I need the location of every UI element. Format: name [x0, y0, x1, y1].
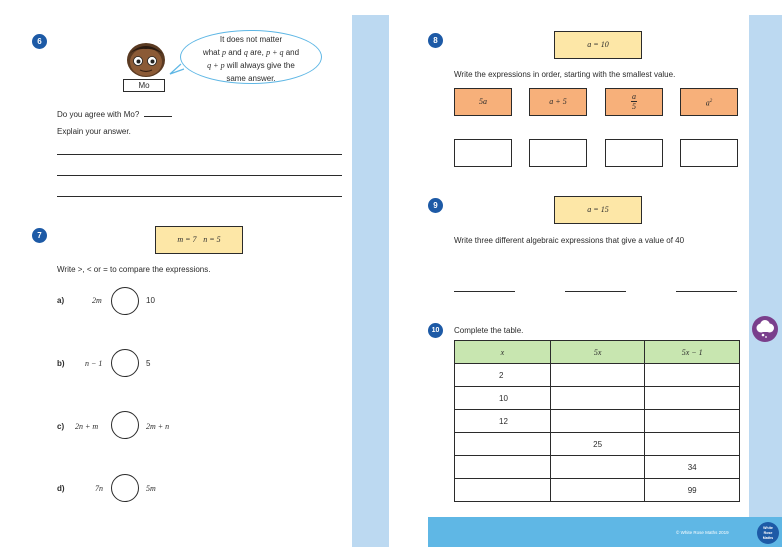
q7-part-a-right: 10: [146, 296, 155, 305]
mo-avatar: [123, 40, 169, 80]
speech-var-q: q: [243, 48, 248, 57]
q7-part-c-left: 2n + m: [75, 422, 99, 431]
q7-part-c-label: c): [57, 422, 65, 431]
white-rose-logo-icon: [757, 522, 779, 544]
q9-answer-line-1[interactable]: [454, 291, 515, 292]
table-cell-empty[interactable]: [550, 410, 645, 433]
table-cell: 12: [455, 410, 551, 433]
table-cell: 10: [455, 387, 551, 410]
q7-part-a-left: 2m: [92, 296, 102, 305]
q7-part-d-label: d): [57, 484, 65, 493]
q6-explain: Explain your answer.: [57, 127, 131, 136]
table-row: [455, 433, 740, 456]
logo-line-2: Rose: [763, 531, 773, 535]
table-cell-empty[interactable]: [645, 364, 740, 387]
q9-answer-line-3[interactable]: [676, 291, 737, 292]
q7-part-b-left: n − 1: [85, 359, 103, 368]
table-row: [455, 456, 740, 479]
q7-given-m: m = 7: [177, 235, 197, 244]
right-page-stripe: [749, 15, 782, 517]
table-cell-empty[interactable]: [455, 456, 551, 479]
q6-answer-line-2[interactable]: [57, 175, 342, 176]
logo-line-1: White: [763, 526, 773, 530]
table-row: [455, 479, 740, 502]
q7-part-d-right: 5m: [146, 484, 156, 493]
q6-question-text: Do you agree with Mo?: [57, 110, 140, 119]
q8-answer-box-2[interactable]: [529, 139, 587, 167]
fraction-numerator: a: [632, 92, 636, 101]
question-number-10: 10: [428, 323, 443, 338]
table-cell-empty[interactable]: [550, 479, 645, 502]
question-number-7: 7: [32, 228, 47, 243]
q6-answer-line-1[interactable]: [57, 154, 342, 155]
table-cell-empty[interactable]: [455, 433, 551, 456]
table-cell-empty[interactable]: [455, 479, 551, 502]
q7-part-c-answer-circle[interactable]: [111, 411, 139, 439]
speech-line-1: It does not matter: [219, 35, 283, 44]
speech-line-4: same answer.: [226, 74, 276, 83]
table-row: [455, 387, 740, 410]
table-cell-empty[interactable]: [645, 433, 740, 456]
table-cell: 99: [645, 479, 740, 502]
table-cell-empty[interactable]: [550, 387, 645, 410]
speech-bubble-text: [184, 33, 318, 85]
table-cell: 25: [550, 433, 645, 456]
speech-what: what: [202, 48, 223, 57]
speech-expr-1: p + q: [266, 48, 284, 57]
q7-part-a-label: a): [57, 296, 65, 305]
speech-and: and: [226, 48, 244, 57]
table-cell: 2: [455, 364, 551, 387]
header-x: x: [455, 341, 551, 364]
q8-expression-a-plus-5: a + 5: [529, 88, 587, 116]
q8-expression-5a: 5a: [454, 88, 512, 116]
speech-and-2: and: [283, 48, 300, 57]
q8-given-box: a = 10: [554, 31, 642, 59]
table-cell-empty[interactable]: [550, 364, 645, 387]
q8-answer-box-3[interactable]: [605, 139, 663, 167]
q8-instruction: Write the expressions in order, starting with the smallest value.: [454, 70, 676, 79]
q8-answer-box-4[interactable]: [680, 139, 738, 167]
left-page-stripe: [352, 15, 389, 547]
speech-will: will always give the: [224, 61, 295, 70]
q7-part-b-right: 5: [146, 359, 151, 368]
q7-part-d-answer-circle[interactable]: [111, 474, 139, 502]
q9-instruction: Write three different algebraic expressions that give a value of 40: [454, 236, 685, 245]
q6-answer-line-3[interactable]: [57, 196, 342, 197]
power-exponent: 2: [709, 99, 713, 104]
header-5x: 5x: [550, 341, 645, 364]
power-base: a: [705, 98, 710, 108]
table-header-row: [455, 341, 740, 364]
table-row: [455, 410, 740, 433]
table-cell-empty[interactable]: [645, 387, 740, 410]
q8-answer-box-1[interactable]: [454, 139, 512, 167]
table-cell-empty[interactable]: [645, 410, 740, 433]
logo-line-3: Maths: [762, 536, 774, 540]
q7-given-box: [155, 226, 243, 254]
q6-answer-blank[interactable]: [144, 116, 172, 117]
table-cell-empty[interactable]: [550, 456, 645, 479]
q7-part-a-answer-circle[interactable]: [111, 287, 139, 315]
q7-part-b-answer-circle[interactable]: [111, 349, 139, 377]
speech-var-p: p: [222, 48, 227, 57]
q9-answer-line-2[interactable]: [565, 291, 626, 292]
header-5x-minus-1: 5x − 1: [645, 341, 740, 364]
q8-expression-a-over-5: [605, 88, 663, 116]
question-number-6: 6: [32, 34, 47, 49]
q7-part-d-left: 7n: [95, 484, 103, 493]
speech-are: are,: [247, 48, 267, 57]
thinking-cloud-icon: [752, 316, 778, 342]
table-cell: 34: [645, 456, 740, 479]
q10-table: [454, 340, 740, 502]
question-number-8: 8: [428, 33, 443, 48]
q8-expression-a-squared: [680, 88, 738, 116]
footer-copyright: © White Rose Maths 2019: [676, 530, 729, 535]
q7-part-c-right: 2m + n: [146, 422, 170, 431]
table-row: [455, 364, 740, 387]
speech-line-2: [184, 46, 318, 59]
q7-given-n: n = 5: [203, 235, 221, 244]
speech-expr-2: q + p: [207, 61, 225, 70]
q9-given-box: a = 15: [554, 196, 642, 224]
character-name-label: Mo: [123, 79, 165, 92]
question-number-9: 9: [428, 198, 443, 213]
q6-question: [57, 110, 172, 119]
speech-line-3: [184, 59, 318, 72]
q10-instruction: Complete the table.: [454, 326, 524, 335]
fraction-denominator: 5: [632, 102, 636, 111]
q7-part-b-label: b): [57, 359, 65, 368]
q7-instruction: Write >, < or = to compare the expressions.: [57, 265, 211, 274]
